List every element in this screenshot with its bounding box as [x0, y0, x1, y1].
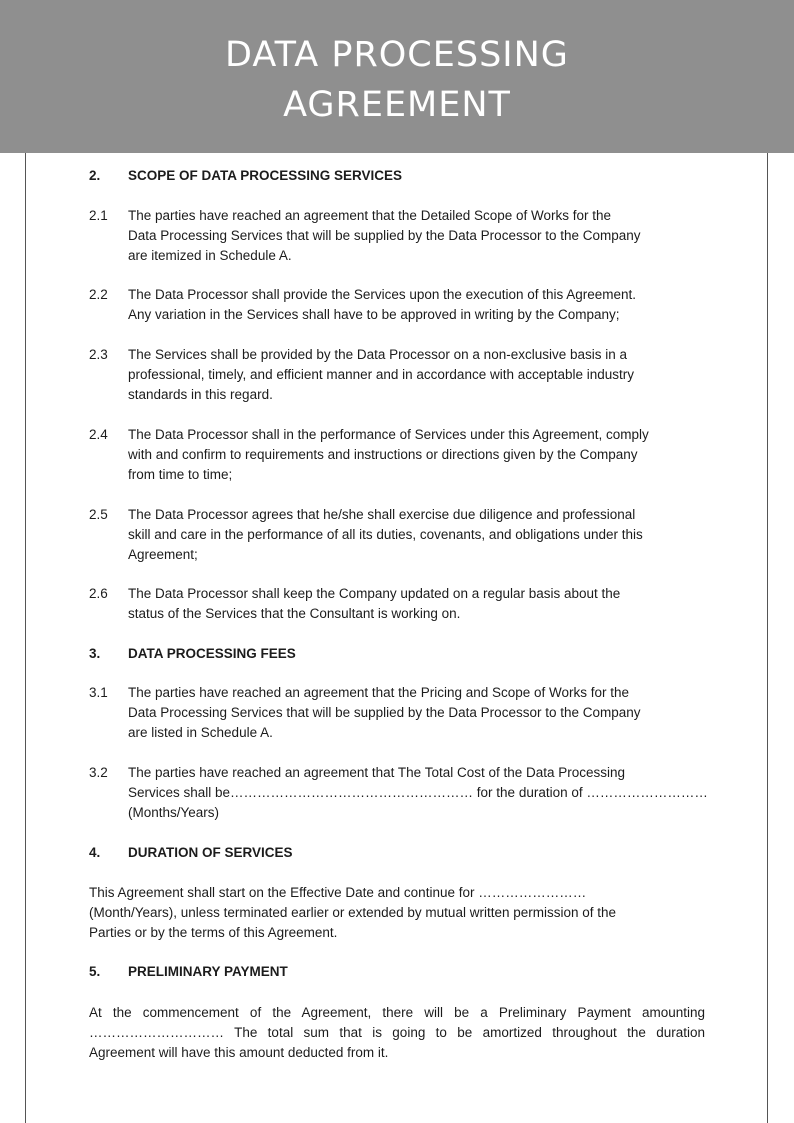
section-heading-5 [89, 964, 288, 979]
clause-2-4 [89, 425, 709, 485]
clause-line: The parties have reached an agreement that the Detailed Scope of Works for the [128, 208, 612, 223]
section-number: 5. [89, 964, 101, 979]
paragraph-line: This Agreement shall start on the Effective Date and continue for …………………… [89, 885, 587, 900]
clause-line: from time to time; [128, 467, 233, 482]
section-number: 2. [89, 168, 101, 183]
paragraph-line: At the commencement of the Agreement, there will be a Preliminary Payment amounting [89, 1005, 705, 1020]
page-border-right [767, 153, 768, 1123]
section-heading-4 [89, 845, 293, 860]
clause-number: 2.2 [89, 287, 108, 302]
clause-line: are listed in Schedule A. [128, 725, 273, 740]
clause-line: The Data Processor shall in the performance of Services under this Agreement, comply [128, 427, 649, 442]
clause-number: 2.1 [89, 208, 108, 223]
section-number: 3. [89, 646, 101, 661]
clause-line: skill and care in the performance of all its duties, covenants, and obligations under this [128, 527, 643, 542]
section-title: DURATION OF SERVICES [128, 845, 293, 860]
clause-line: The Services shall be provided by the Data Processor on a non-exclusive basis in a [128, 347, 628, 362]
clause-2-3 [89, 345, 709, 405]
clause-line: (Months/Years) [128, 805, 220, 820]
clause-2-2 [89, 285, 709, 325]
clause-number: 2.6 [89, 586, 108, 601]
clause-line: The parties have reached an agreement that The Total Cost of the Data Processing [128, 765, 626, 780]
clause-line: The Data Processor agrees that he/she shall exercise due diligence and professional [128, 507, 636, 522]
clause-line: professional, timely, and efficient manner and in accordance with acceptable industry [128, 367, 635, 382]
clause-line: standards in this regard. [128, 387, 273, 402]
clause-line: Services shall be……………………………………………… for the duration of ……………………… [128, 785, 708, 800]
paragraph-line: Agreement will have this amount deducted from it. [89, 1045, 389, 1060]
paragraph-line: ………………………… The total sum that is going to be amortized throughout the duration [89, 1025, 705, 1040]
title-banner [0, 0, 794, 153]
clause-2-1 [89, 206, 709, 266]
clause-3-2 [89, 763, 709, 823]
page-border-left [25, 153, 26, 1123]
clause-3-1 [89, 683, 709, 743]
clause-2-5 [89, 505, 709, 565]
section-title: SCOPE OF DATA PROCESSING SERVICES [128, 168, 403, 183]
clause-2-6 [89, 584, 709, 624]
section-heading-3 [89, 646, 296, 661]
duration-paragraph [89, 883, 705, 943]
paragraph-line: (Month/Years), unless terminated earlier or extended by mutual written permission of the [89, 905, 617, 920]
section-title: DATA PROCESSING FEES [128, 646, 296, 661]
clause-line: status of the Services that the Consultant is working on. [128, 606, 461, 621]
paragraph-line: Parties or by the terms of this Agreement. [89, 925, 338, 940]
clause-line: The Data Processor shall provide the Services upon the execution of this Agreement. [128, 287, 637, 302]
clause-line: Any variation in the Services shall have to be approved in writing by the Company; [128, 307, 620, 322]
preliminary-payment-paragraph [89, 1003, 705, 1063]
clause-line: The parties have reached an agreement that the Pricing and Scope of Works for the [128, 685, 630, 700]
clause-number: 2.3 [89, 347, 108, 362]
clause-line: Data Processing Services that will be supplied by the Data Processor to the Company [128, 228, 641, 243]
clause-line: The Data Processor shall keep the Company updated on a regular basis about the [128, 586, 621, 601]
clause-number: 3.2 [89, 765, 108, 780]
section-heading-2 [89, 168, 402, 183]
clause-number: 2.4 [89, 427, 108, 442]
title-line-2: AGREEMENT [283, 85, 511, 125]
clause-line: Data Processing Services that will be supplied by the Data Processor to the Company [128, 705, 641, 720]
clause-number: 3.1 [89, 685, 108, 700]
clause-line: are itemized in Schedule A. [128, 248, 292, 263]
clause-line: Agreement; [128, 547, 198, 562]
clause-line: with and confirm to requirements and instructions or directions given by the Company [128, 447, 638, 462]
section-title: PRELIMINARY PAYMENT [128, 964, 288, 979]
clause-number: 2.5 [89, 507, 108, 522]
section-number: 4. [89, 845, 101, 860]
title-line-1: DATA PROCESSING [225, 35, 569, 75]
